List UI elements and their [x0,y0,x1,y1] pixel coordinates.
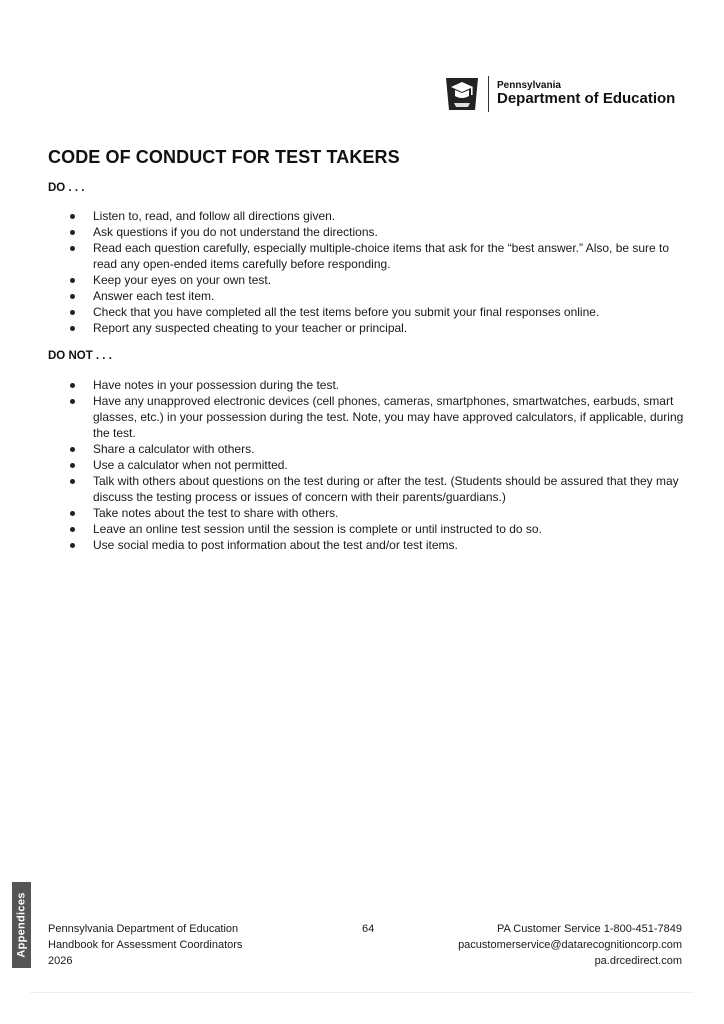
side-tab-label: Appendices [15,892,28,958]
list-item [0,272,724,288]
list-item-text: Have any unapproved electronic devices (cell phones, cameras, smartphones, smartwatches, earbuds, smart glasses, etc.) in your possession during the test. Note, you may have approved calculators, if applicable, during the test. [93,394,684,440]
footer-website: pa.drcedirect.com [594,955,682,967]
bullet-icon [70,527,75,532]
keystone-seal-icon [442,74,482,114]
footer-doc-title: Handbook for Assessment Coordinators [48,939,243,951]
bullet-icon [70,399,75,404]
list-item-text: Use a calculator when not permitted. [93,458,288,472]
footer-year: 2026 [48,955,73,967]
bullet-icon [70,214,75,219]
list-item [0,208,724,224]
page-number-text: 64 [362,923,375,935]
bullet-icon [70,511,75,516]
bullet-icon [70,246,75,251]
footer-org: Pennsylvania Department of Education [48,923,239,935]
list-item [0,393,724,441]
list-item-text: Talk with others about questions on the test during or after the test. (Students should be assured that they may discuss the testing process or issues of concern with their parents/guardians.) [93,474,679,504]
list-item [0,537,724,553]
list-item-text: Use social media to post information about the test and/or test items. [93,538,458,552]
list-item-text: Share a calculator with others. [93,442,255,456]
list-item [0,505,724,521]
list-item [0,224,724,240]
do-not-list [0,377,724,553]
bullet-icon [70,230,75,235]
do-not-heading: DO NOT . . . [48,350,112,362]
list-item [0,240,724,272]
bullet-icon [70,479,75,484]
bullet-icon [70,543,75,548]
list-item-text: Answer each test item. [93,289,215,303]
do-heading: DO . . . [48,182,85,194]
do-list [0,208,724,336]
bullet-icon [70,447,75,452]
logo-state-name: Pennsylvania [497,79,561,91]
bullet-icon [70,383,75,388]
list-item-text: Have notes in your possession during the test. [93,378,340,392]
footer-phone: PA Customer Service 1-800-451-7849 [496,923,682,935]
list-item-text: Listen to, read, and follow all directions given. [93,209,336,223]
page-number [362,921,374,937]
footer-left [48,921,242,969]
bullet-icon [70,278,75,283]
bullet-icon [70,326,75,331]
list-item [0,304,724,320]
list-item-text: Ask questions if you do not understand the directions. [93,225,378,239]
logo-department-name: Department of Education [497,90,676,108]
list-item-text: Keep your eyes on your own test. [93,273,272,287]
bottom-rule [30,992,694,993]
footer-email: pacustomerservice@datarecognitioncorp.com [458,939,682,951]
list-item-text: Check that you have completed all the test items before you submit your final responses online. [93,305,600,319]
footer-right [458,921,682,969]
list-item [0,473,724,505]
list-item-text: Take notes about the test to share with others. [93,506,339,520]
bullet-icon [70,310,75,315]
list-item [0,288,724,304]
list-item-text: Leave an online test session until the session is complete or until instructed to do so. [93,522,542,536]
logo-text [497,81,675,107]
page-title: CODE OF CONDUCT FOR TEST TAKERS [48,147,400,167]
list-item-text: Read each question carefully, especially multiple-choice items that ask for the “best answer.” Also, be sure to read any open-ended items carefully before responding. [93,241,670,271]
list-item [0,377,724,393]
bullet-icon [70,463,75,468]
list-item [0,521,724,537]
pde-logo [442,74,675,114]
list-item [0,441,724,457]
bullet-icon [70,294,75,299]
list-item [0,457,724,473]
logo-divider [488,76,489,112]
list-item-text: Report any suspected cheating to your teacher or principal. [93,321,408,335]
list-item [0,320,724,336]
appendices-side-tab [12,882,31,968]
